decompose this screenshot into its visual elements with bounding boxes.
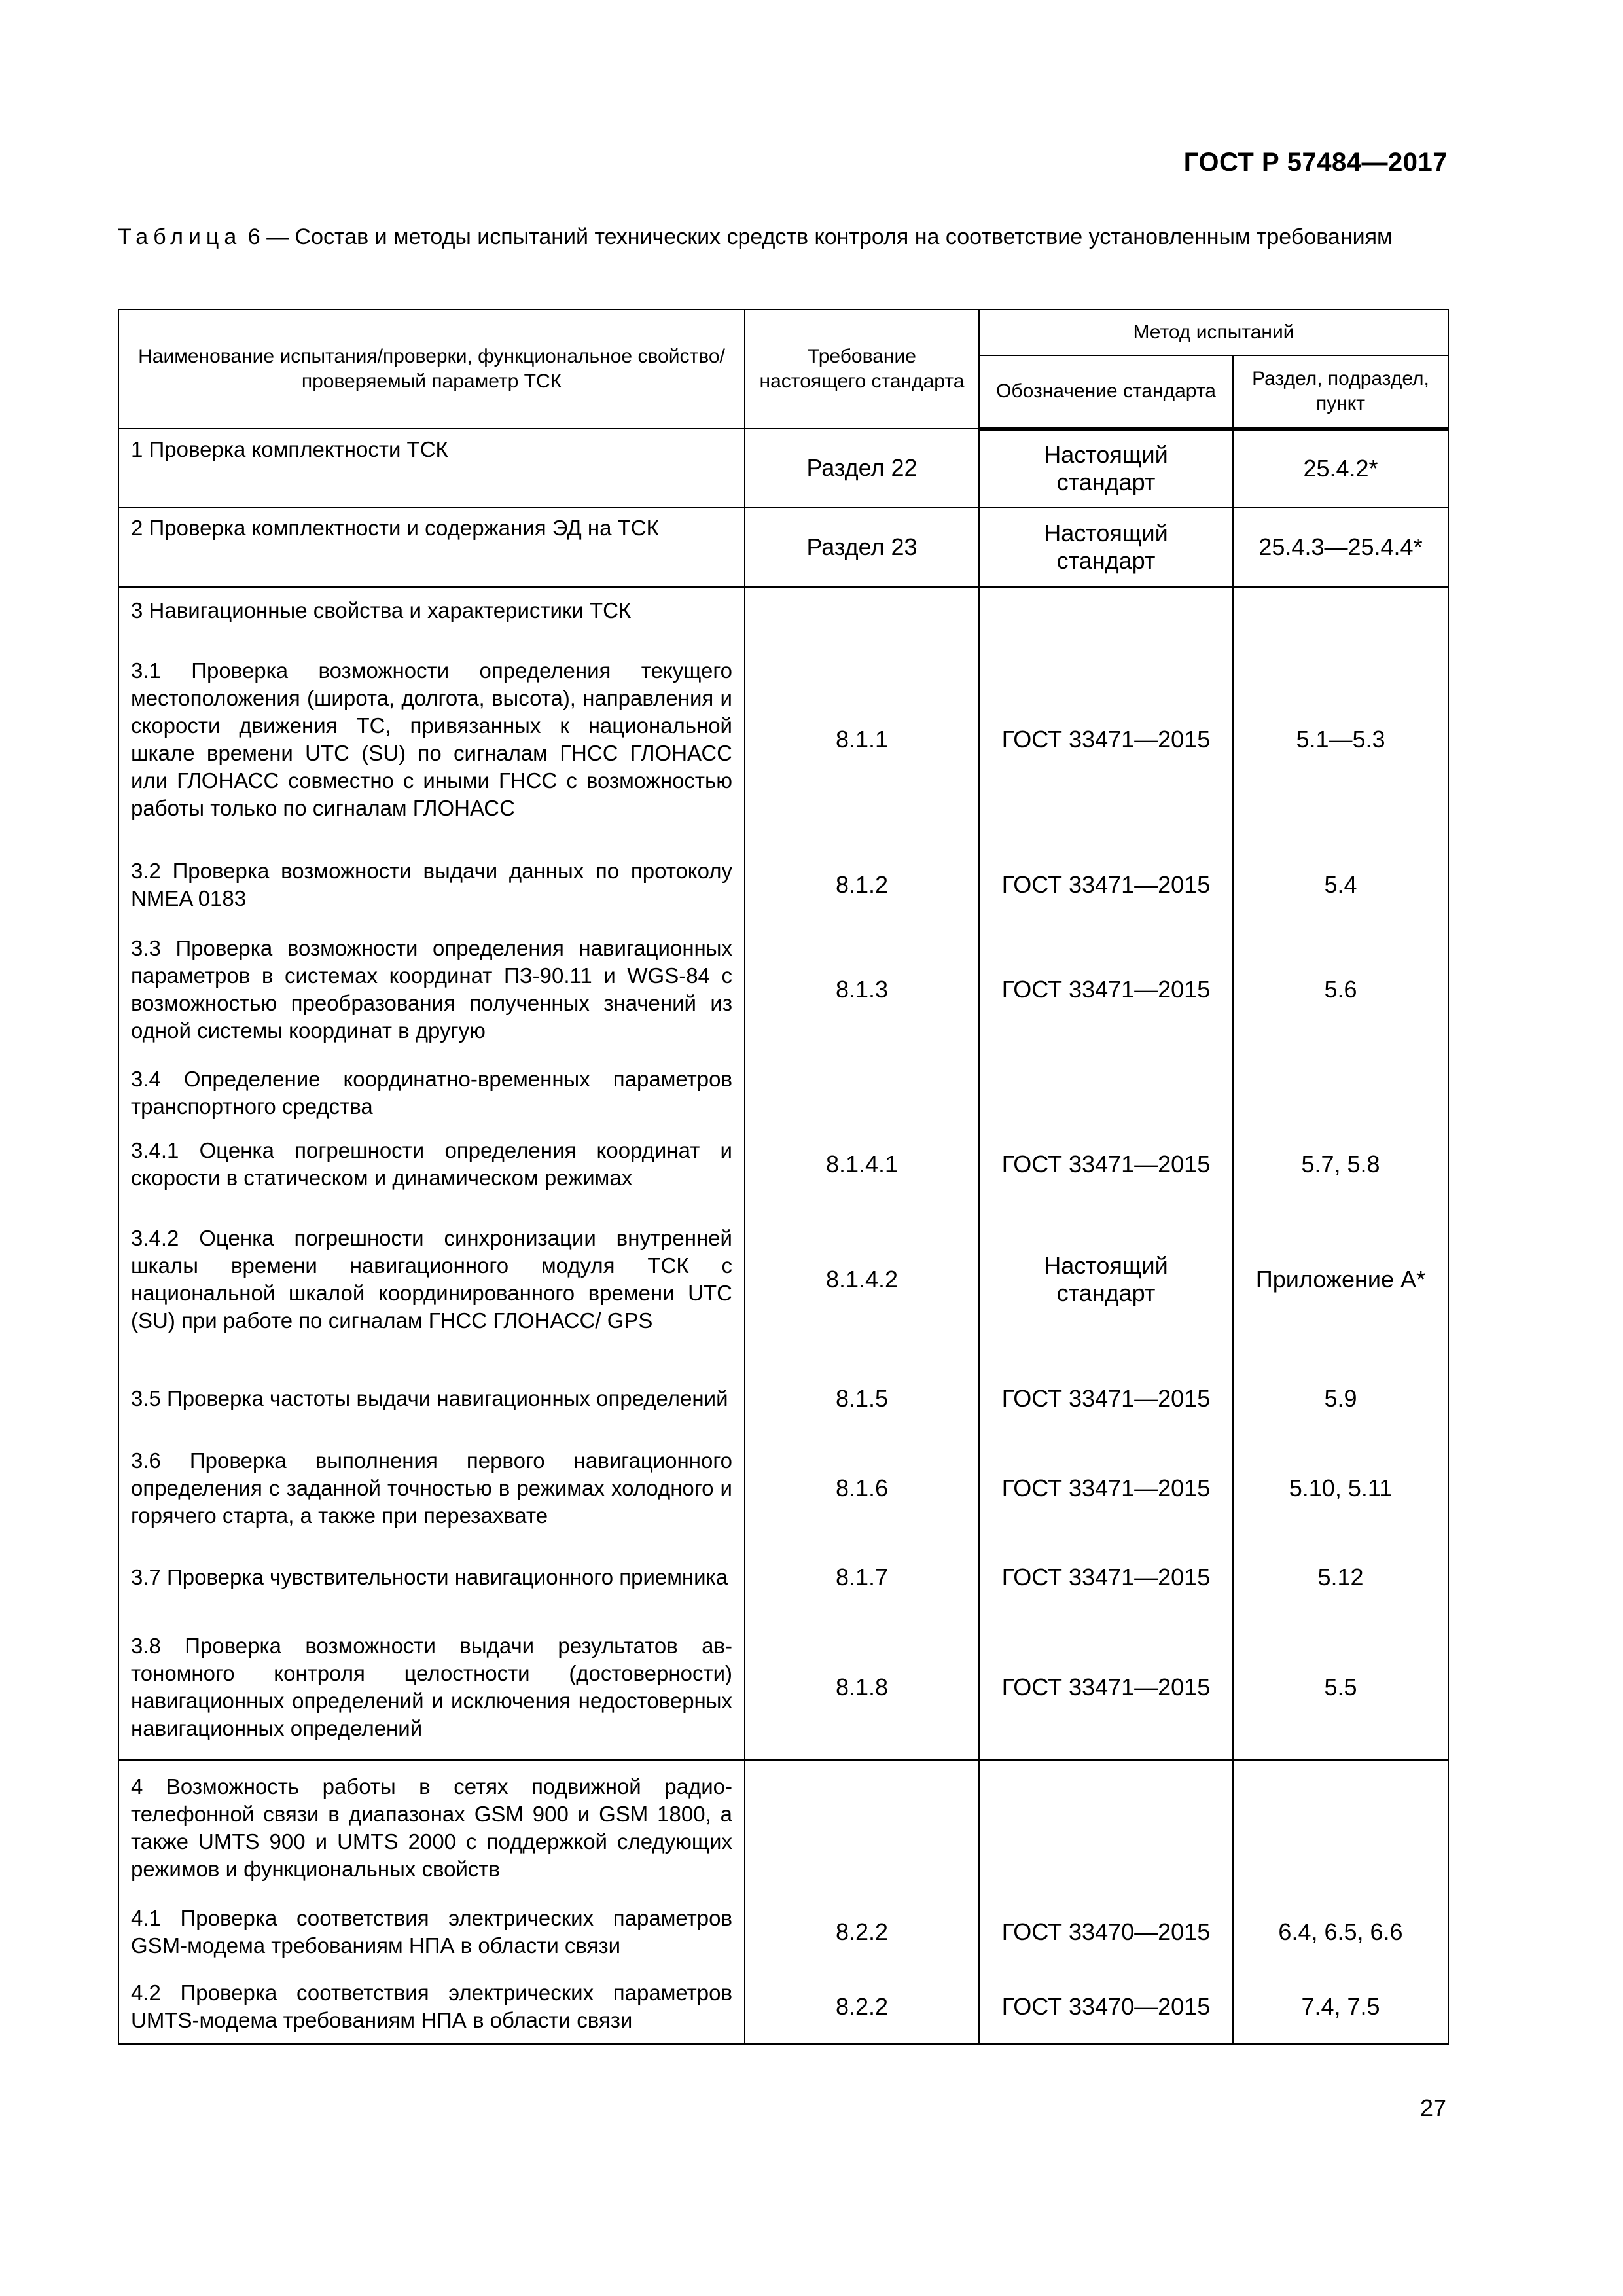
- table-row: 1 Проверка комплектности ТСК Раздел 22 Настоящий стандарт 25.4.2*: [118, 429, 1448, 507]
- table-row: 3.4.1 Оценка погрешности определения координат и скорости в статическом и динамическом режимах 8.1.4.1 ГОСТ 33471—2015 5.7, 5.8: [118, 1130, 1448, 1198]
- document-code: ГОСТ Р 57484—2017: [1183, 148, 1448, 177]
- table-row: 3.8 Проверка возможности выдачи результатов автономного контроля целостности (достоверности) навигационных определений и исключения недостоверных навигационных определений 8.1.8 ГОСТ 33471—2015 5.5: [118, 1615, 1448, 1760]
- header-requirement: Требование настоящего стандарта: [745, 310, 979, 429]
- caption-text: 6 — Состав и методы испытаний технических средств контроля на соответствие установленным требованиям: [241, 224, 1393, 249]
- table-row: 3.1 Проверка возможности определения текущего местоположения (широта, долгота, высота), направления и скорости движения ТС, привязанных к национальной шкале времени UTC (SU) по сигналам ГНСС ГЛОНАСС или ГЛОНАСС совместно с иными ГНСС с возможностью работы только по сигналам ГЛОНАСС 8.1.1 ГОСТ 33471—2015 5.1—5.3: [118, 633, 1448, 846]
- header-method: Метод испытаний: [979, 310, 1448, 355]
- table-row: 3.4 Определение координатно-временных параметров транспортного средства: [118, 1056, 1448, 1130]
- header-designation: Обозначение стандарта: [979, 355, 1233, 429]
- tests-table: [118, 309, 1449, 2045]
- caption-label: Таблица: [118, 224, 242, 249]
- table-row: 3.4.2 Оценка погрешности синхронизации внутренней шкалы времени навигационного модуля ТСК с национальной шкалой координированного времени UTC (SU) при работе по сигналам ГНСС ГЛОНАСС/ GPS 8.1.4.2 Настоящий стандарт Приложение А*: [118, 1198, 1448, 1361]
- table-row: 4.2 Проверка соответствия электрических параметров UMTS-модема требованиям НПА в области связи 8.2.2 ГОСТ 33470—2015 7.4, 7.5: [118, 1969, 1448, 2044]
- page-number: 27: [1419, 2094, 1446, 2121]
- header-section: Раздел, подраздел, пункт: [1233, 355, 1448, 429]
- table-row: 3.3 Проверка возможности определения навигационных параметров в системах координат ПЗ-90.11 и WGS-84 с возможностью преобразования полученных значений из одной системы координат в другую 8.1.3 ГОСТ 33471—2015 5.6: [118, 924, 1448, 1056]
- table-row: 3.5 Проверка частоты выдачи навигационных определений 8.1.5 ГОСТ 33471—2015 5.9: [118, 1361, 1448, 1437]
- table-row: 2 Проверка комплектности и содержания ЭД на ТСК Раздел 23 Настоящий стандарт 25.4.3—25.4.4*: [118, 507, 1448, 587]
- table-caption: [118, 223, 1448, 251]
- table-row: 3 Навигационные свойства и характеристики ТСК: [118, 587, 1448, 633]
- table-row: 4 Возможность работы в сетях подвижной радиотелефонной связи в диапазонах GSM 900 и GSM 1800, а также UMTS 900 и UMTS 2000 с поддержкой следующих режимов и функциональных свойств: [118, 1760, 1448, 1895]
- table-row: 3.7 Проверка чувствительности навигационного приемника 8.1.7 ГОСТ 33471—2015 5.12: [118, 1540, 1448, 1615]
- table-row: 3.2 Проверка возможности выдачи данных по протоколу NMEA 0183 8.1.2 ГОСТ 33471—2015 5.4: [118, 846, 1448, 924]
- table-row: 4.1 Проверка соответствия электрических параметров GSM-модема требованиям НПА в области связи 8.2.2 ГОСТ 33470—2015 6.4, 6.5, 6.6: [118, 1895, 1448, 1969]
- header-name: Наименование испытания/проверки, функциональное свойство/проверяемый параметр ТСК: [118, 310, 745, 429]
- table-row: 3.6 Проверка выполнения первого навигационного определения с заданной точностью в режимах холодного и горячего старта, а также при перезахвате 8.1.6 ГОСТ 33471—2015 5.10, 5.11: [118, 1437, 1448, 1540]
